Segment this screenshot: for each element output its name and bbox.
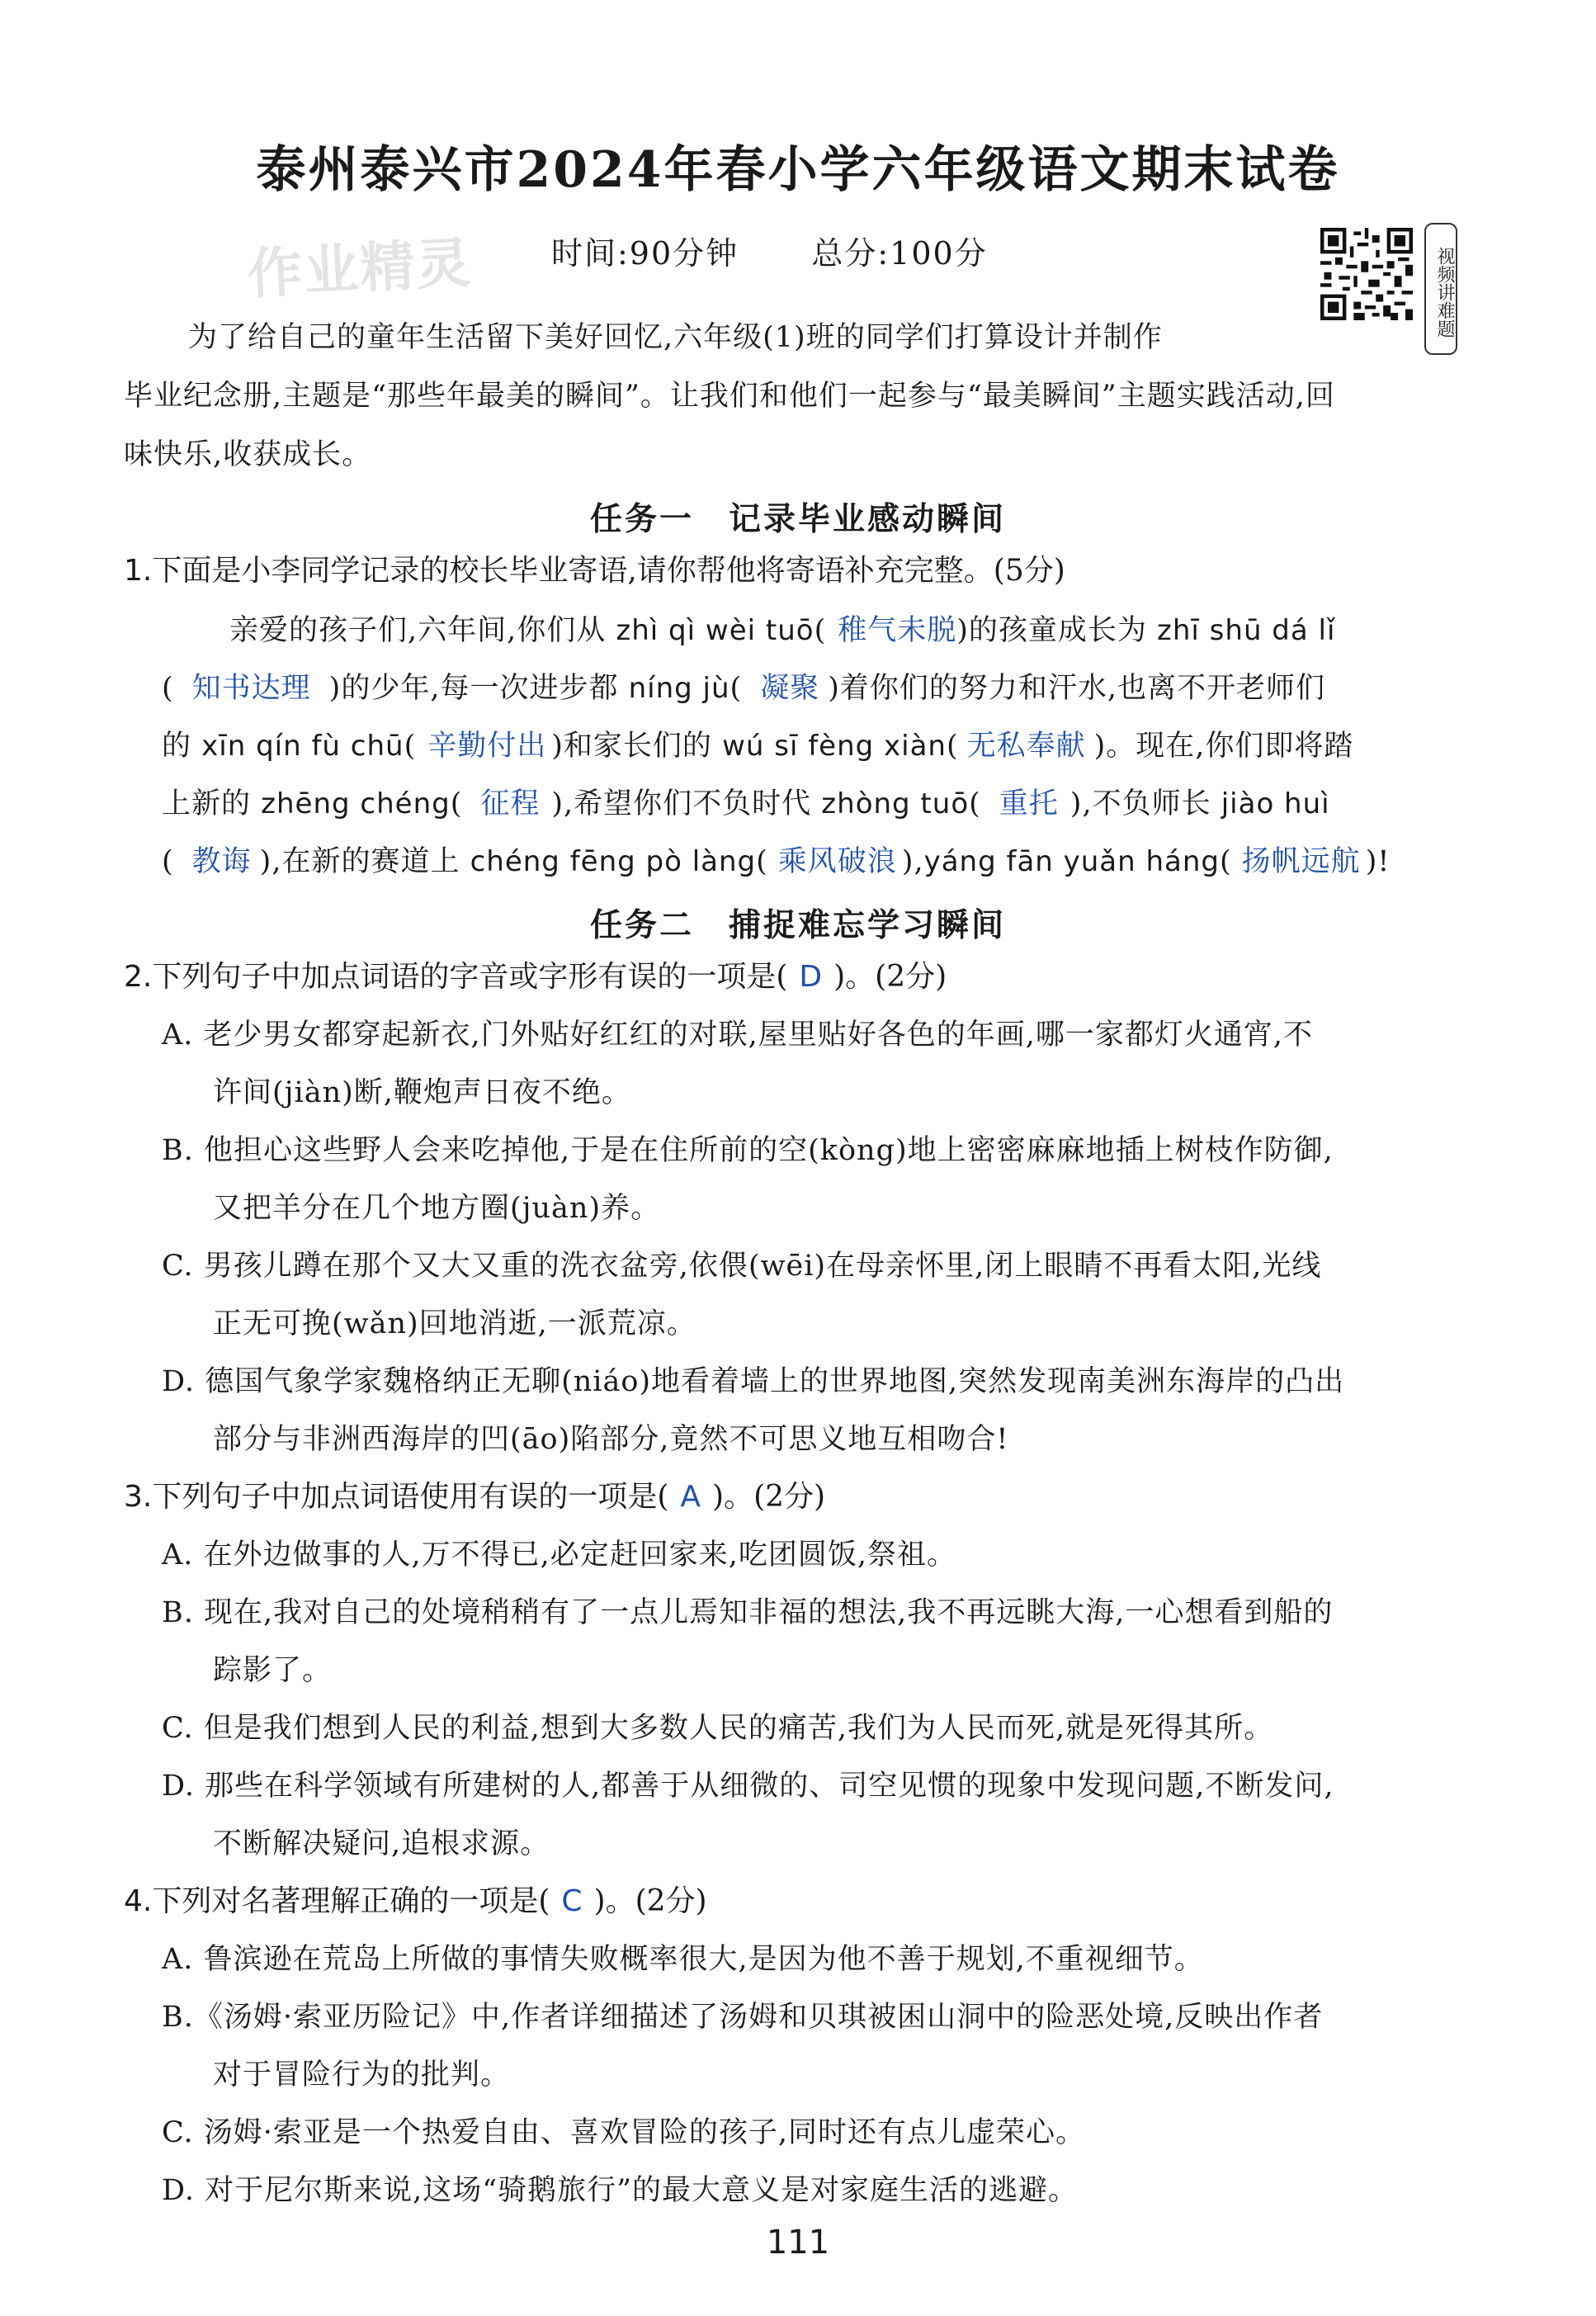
question-number: 1.	[124, 554, 153, 588]
q1-line-5: ( 教诲 ),在新的赛道上 chéng fēng pò làng( 乘风破浪 ),yáng fān yuǎn háng( 扬帆远航 )!	[162, 845, 1391, 878]
q2-option-c-line-1: C. 男孩儿蹲在那个又大又重的洗衣盆旁,依偎(wēi)在母亲怀里,闭上眼睛不再看太阳,光线	[162, 1250, 1322, 1283]
q2-option-d-line-1: D. 德国气象学家魏格纳正无聊(niáo)地看着墙上的世界地图,突然发现南美洲东海岸的凸出	[162, 1365, 1345, 1398]
page-number: 111	[766, 2224, 830, 2262]
q4-option-a-line-1: A. 鲁滨逊在荒岛上所做的事情失败概率很大,是因为他不善于规划,不重视细节。	[162, 1943, 1204, 1976]
answer-blank[interactable]: 乘风破浪	[777, 845, 897, 878]
intro-line-2: 毕业纪念册,主题是“那些年最美的瞬间”。让我们和他们一起参与“最美瞬间”主题实践活动,回	[124, 380, 1335, 413]
question-3-stem: 3.下列句子中加点词语使用有误的一项是( A )。(2分)	[124, 1480, 826, 1514]
exam-time: 时间:90分钟	[551, 235, 739, 272]
answer-choice[interactable]: D	[799, 960, 823, 994]
answer-blank[interactable]: 教诲	[191, 845, 252, 878]
q3-option-a-line-1: A. 在外边做事的人,万不得已,必定赶回家来,吃团圆饭,祭祖。	[162, 1538, 957, 1572]
q3-option-b-line-2: 踪影了。	[213, 1654, 333, 1687]
question-2-stem: 2.下列句子中加点词语的字音或字形有误的一项是( D )。(2分)	[124, 960, 947, 994]
q2-option-b-line-2: 又把羊分在几个地方圈(juàn)养。	[213, 1192, 661, 1225]
answer-blank[interactable]: 凝聚	[760, 672, 820, 705]
answer-blank[interactable]: 重托	[999, 787, 1059, 820]
answer-blank[interactable]: 稚气未脱	[838, 614, 957, 647]
answer-choice[interactable]: A	[680, 1480, 701, 1514]
exam-meta	[551, 228, 988, 273]
watermark-logo: 作业精灵	[246, 230, 475, 307]
answer-choice[interactable]: C	[561, 1884, 583, 1918]
q2-option-c-line-2: 正无可挽(wǎn)回地消逝,一派荒凉。	[213, 1307, 696, 1340]
qr-code-icon[interactable]	[1320, 228, 1413, 320]
exam-total: 总分:100分	[811, 235, 988, 272]
q3-option-c-line-1: C. 但是我们想到人民的利益,想到大多数人民的痛苦,我们为人民而死,就是死得其所。	[162, 1712, 1274, 1745]
page-title: 泰州泰兴市2024年春小学六年级语文期末试卷	[256, 141, 1340, 199]
q3-option-d-line-1: D. 那些在科学领域有所建树的人,都善于从细微的、司空见惯的现象中发现问题,不断发问,	[162, 1770, 1334, 1803]
q4-option-c-line-1: C. 汤姆·索亚是一个热爱自由、喜欢冒险的孩子,同时还有点儿虚荣心。	[162, 2116, 1086, 2149]
q4-option-b-line-2: 对于冒险行为的批判。	[213, 2058, 511, 2091]
q2-option-d-line-2: 部分与非洲西海岸的凹(āo)陷部分,竟然不可思义地互相吻合!	[213, 1423, 1009, 1456]
q4-option-b-line-1: B.《汤姆·索亚历险记》中,作者详细描述了汤姆和贝琪被困山洞中的险恶处境,反映出作者	[162, 2001, 1324, 2034]
task-two-heading: 任务二 捕捉难忘学习瞬间	[589, 907, 1006, 944]
answer-blank[interactable]: 辛勤付出	[427, 730, 547, 763]
answer-blank[interactable]: 无私奉献	[966, 730, 1086, 763]
answer-blank[interactable]: 征程	[480, 787, 541, 820]
q1-line-1: 亲爱的孩子们,六年间,你们从 zhì qì wèi tuō( 稚气未脱)的孩童成长为 zhī shū dá lǐ	[229, 614, 1336, 647]
question-1-stem: 1.下面是小李同学记录的校长毕业寄语,请你帮他将寄语补充完整。(5分)	[124, 554, 1065, 588]
answer-blank[interactable]: 扬帆远航	[1241, 845, 1361, 878]
question-4-stem: 4.下列对名著理解正确的一项是( C )。(2分)	[124, 1884, 707, 1918]
q1-line-2: ( 知书达理 )的少年,每一次进步都 níng jù( 凝聚 )着你们的努力和汗水,也离不开老师们	[162, 672, 1325, 705]
answer-blank[interactable]: 知书达理	[191, 672, 311, 705]
q1-line-4: 上新的 zhēng chéng( 征程 ),希望你们不负时代 zhòng tuō( 重托 ),不负师长 jiào huì	[162, 787, 1330, 820]
q4-option-d-line-1: D. 对于尼尔斯来说,这场“骑鹅旅行”的最大意义是对家庭生活的逃避。	[162, 2174, 1078, 2207]
q2-option-a-line-2: 许间(jiàn)断,鞭炮声日夜不绝。	[213, 1076, 631, 1109]
task-one-heading: 任务一 记录毕业感动瞬间	[589, 501, 1006, 538]
qr-video-label[interactable]: 视频讲难题	[1424, 223, 1457, 355]
q3-option-b-line-1: B. 现在,我对自己的处境稍稍有了一点儿焉知非福的想法,我不再远眺大海,一心想看到船的	[162, 1596, 1334, 1629]
q2-option-a-line-1: A. 老少男女都穿起新衣,门外贴好红红的对联,屋里贴好各色的年画,哪一家都灯火通宵,不	[162, 1019, 1314, 1052]
q1-line-3: 的 xīn qín fù chū( 辛勤付出 )和家长们的 wú sī fèng xiàn( 无私奉献 )。现在,你们即将踏	[162, 730, 1354, 763]
intro-line-1: 为了给自己的童年生活留下美好回忆,六年级(1)班的同学们打算设计并制作	[188, 321, 1163, 354]
intro-line-3: 味快乐,收获成长。	[124, 438, 372, 471]
q3-option-d-line-2: 不断解决疑问,追根求源。	[213, 1827, 550, 1860]
q2-option-b-line-1: B. 他担心这些野人会来吃掉他,于是在住所前的空(kòng)地上密密麻麻地插上树枝作防御,	[162, 1134, 1334, 1167]
